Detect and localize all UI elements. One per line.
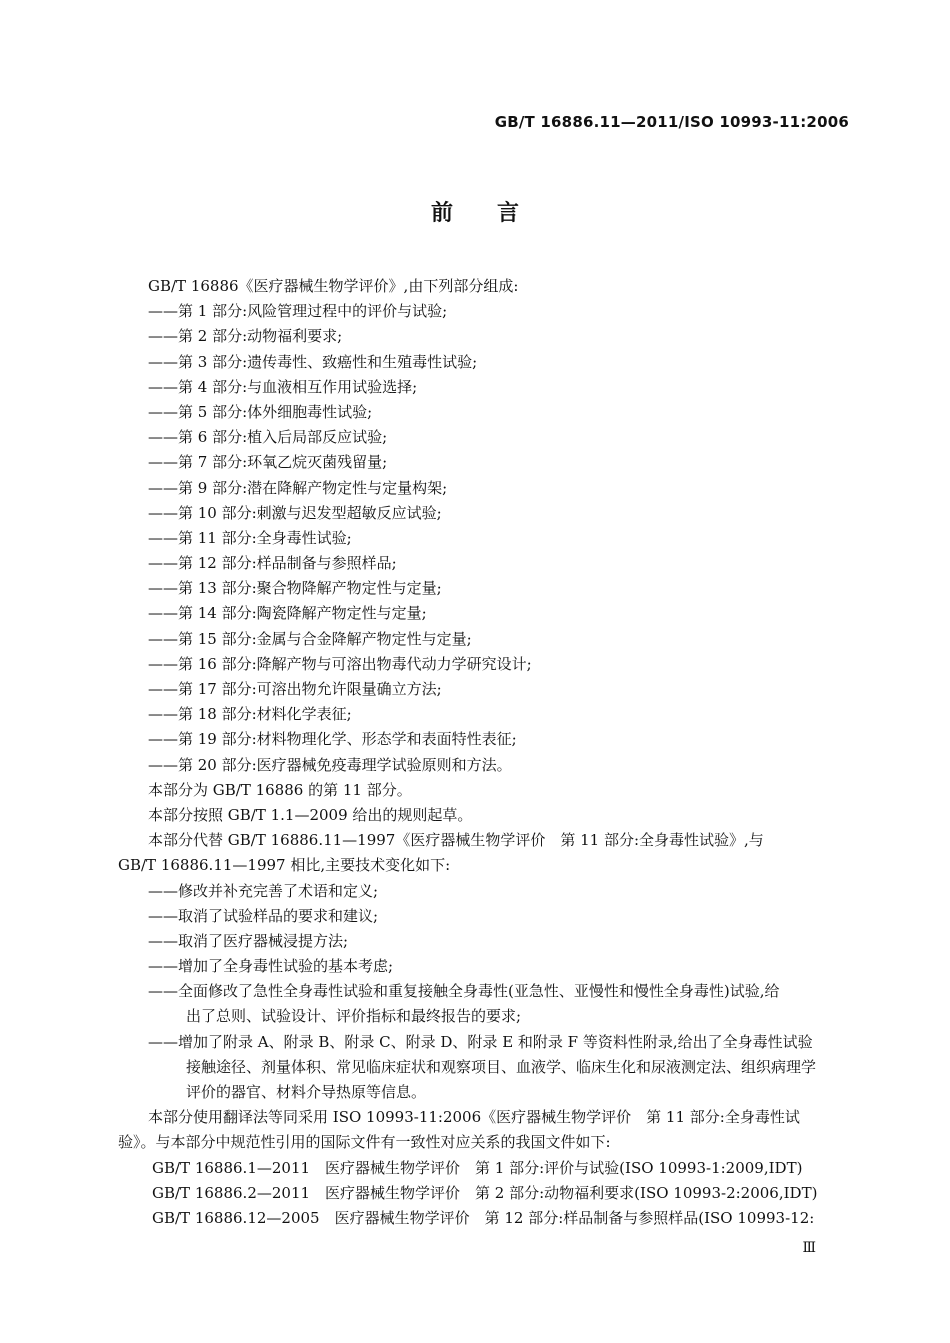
adoption-paragraph: 本部分使用翻译法等同采用 ISO 10993-11:2006《医疗器械生物学评价 第 11 部分:全身毒性试 [148,1108,800,1127]
standard-code-header: GB/T 16886.11—2011/ISO 10993-11:2006 [494,113,849,131]
page-number: Ⅲ [802,1240,816,1256]
reference-item: GB/T 16886.12—2005 医疗器械生物学评价 第 12 部分:样品制备与参照样品(ISO 10993-12: [152,1208,815,1227]
parts-list [118,299,852,778]
intro-paragraph: GB/T 16886《医疗器械生物学评价》,由下列部分组成: [148,277,519,295]
replacement-paragraph: 本部分代替 GB/T 16886.11—1997《医疗器械生物学评价 第 11 部分:全身毒性试验》,与 [148,831,764,850]
list-item: ——第 17 部分:可溶出物允许限量确立方法; [148,680,442,698]
list-item: ——增加了全身毒性试验的基本考虑; [148,957,394,976]
list-item: ——第 12 部分:样品制备与参照样品; [148,554,397,573]
list-item: ——第 11 部分:全身毒性试验; [148,528,352,547]
changes-list [118,879,852,1106]
list-item: ——取消了医疗器械浸提方法; [148,931,349,950]
list-item-cont: 评价的器官、材料介导热原等信息。 [186,1083,427,1101]
list-item: ——第 16 部分:降解产物与可溶出物毒代动力学研究设计; [148,654,532,673]
drafting-rules-statement: 本部分按照 GB/T 1.1—2009 给出的规则起草。 [148,805,473,824]
list-item: ——第 10 部分:刺激与迟发型超敏反应试验; [148,503,442,522]
list-item: ——第 15 部分:金属与合金降解产物定性与定量; [148,629,472,648]
reference-list [118,1156,852,1232]
list-item: ——第 2 部分:动物福利要求; [148,327,343,346]
list-item: ——取消了试验样品的要求和建议; [148,906,379,925]
part-statement: 本部分为 GB/T 16886 的第 11 部分。 [148,780,412,799]
list-item: ——修改并补充完善了术语和定义; [148,881,379,900]
list-item: ——第 13 部分:聚合物降解产物定性与定量; [148,579,442,598]
list-item: ——第 14 部分:陶瓷降解产物定性与定量; [148,604,427,623]
list-item: ——增加了附录 A、附录 B、附录 C、附录 D、附录 E 和附录 F 等资料性附录,给出了全身毒性试验 [148,1032,813,1051]
list-item: ——第 1 部分:风险管理过程中的评价与试验; [148,302,448,321]
list-item: ——第 9 部分:潜在降解产物定性与定量构架; [148,478,448,497]
list-item: ——全面修改了急性全身毒性试验和重复接触全身毒性(亚急性、亚慢性和慢性全身毒性)试验,给 [148,982,780,1001]
reference-item: GB/T 16886.2—2011 医疗器械生物学评价 第 2 部分:动物福利要求(ISO 10993-2:2006,IDT) [152,1183,818,1202]
list-item: ——第 19 部分:材料物理化学、形态学和表面特性表征; [148,730,517,749]
list-item: ——第 6 部分:植入后局部反应试验; [148,428,388,447]
foreword-body [118,274,852,1231]
replacement-paragraph-cont: GB/T 16886.11—1997 相比,主要技术变化如下: [118,856,451,875]
reference-item: GB/T 16886.1—2011 医疗器械生物学评价 第 1 部分:评价与试验(ISO 10993-1:2009,IDT) [152,1158,803,1177]
list-item: ——第 5 部分:体外细胞毒性试验; [148,402,373,421]
list-item: ——第 7 部分:环氧乙烷灭菌残留量; [148,453,388,472]
adoption-paragraph-cont: 验》。与本部分中规范性引用的国际文件有一致性对应关系的我国文件如下: [118,1133,611,1152]
list-item: ——第 3 部分:遗传毒性、致癌性和生殖毒性试验; [148,352,478,371]
list-item-cont: 出了总则、试验设计、评价指标和最终报告的要求; [186,1007,522,1026]
list-item-cont: 接触途径、剂量体积、常见临床症状和观察项目、血液学、临床生化和尿液测定法、组织病理学 [186,1057,817,1076]
page-title: 前言 [430,201,563,226]
list-item: ——第 4 部分:与血液相互作用试验选择; [148,377,418,396]
list-item: ——第 20 部分:医疗器械免疫毒理学试验原则和方法。 [148,755,512,774]
list-item: ——第 18 部分:材料化学表征; [148,705,352,724]
